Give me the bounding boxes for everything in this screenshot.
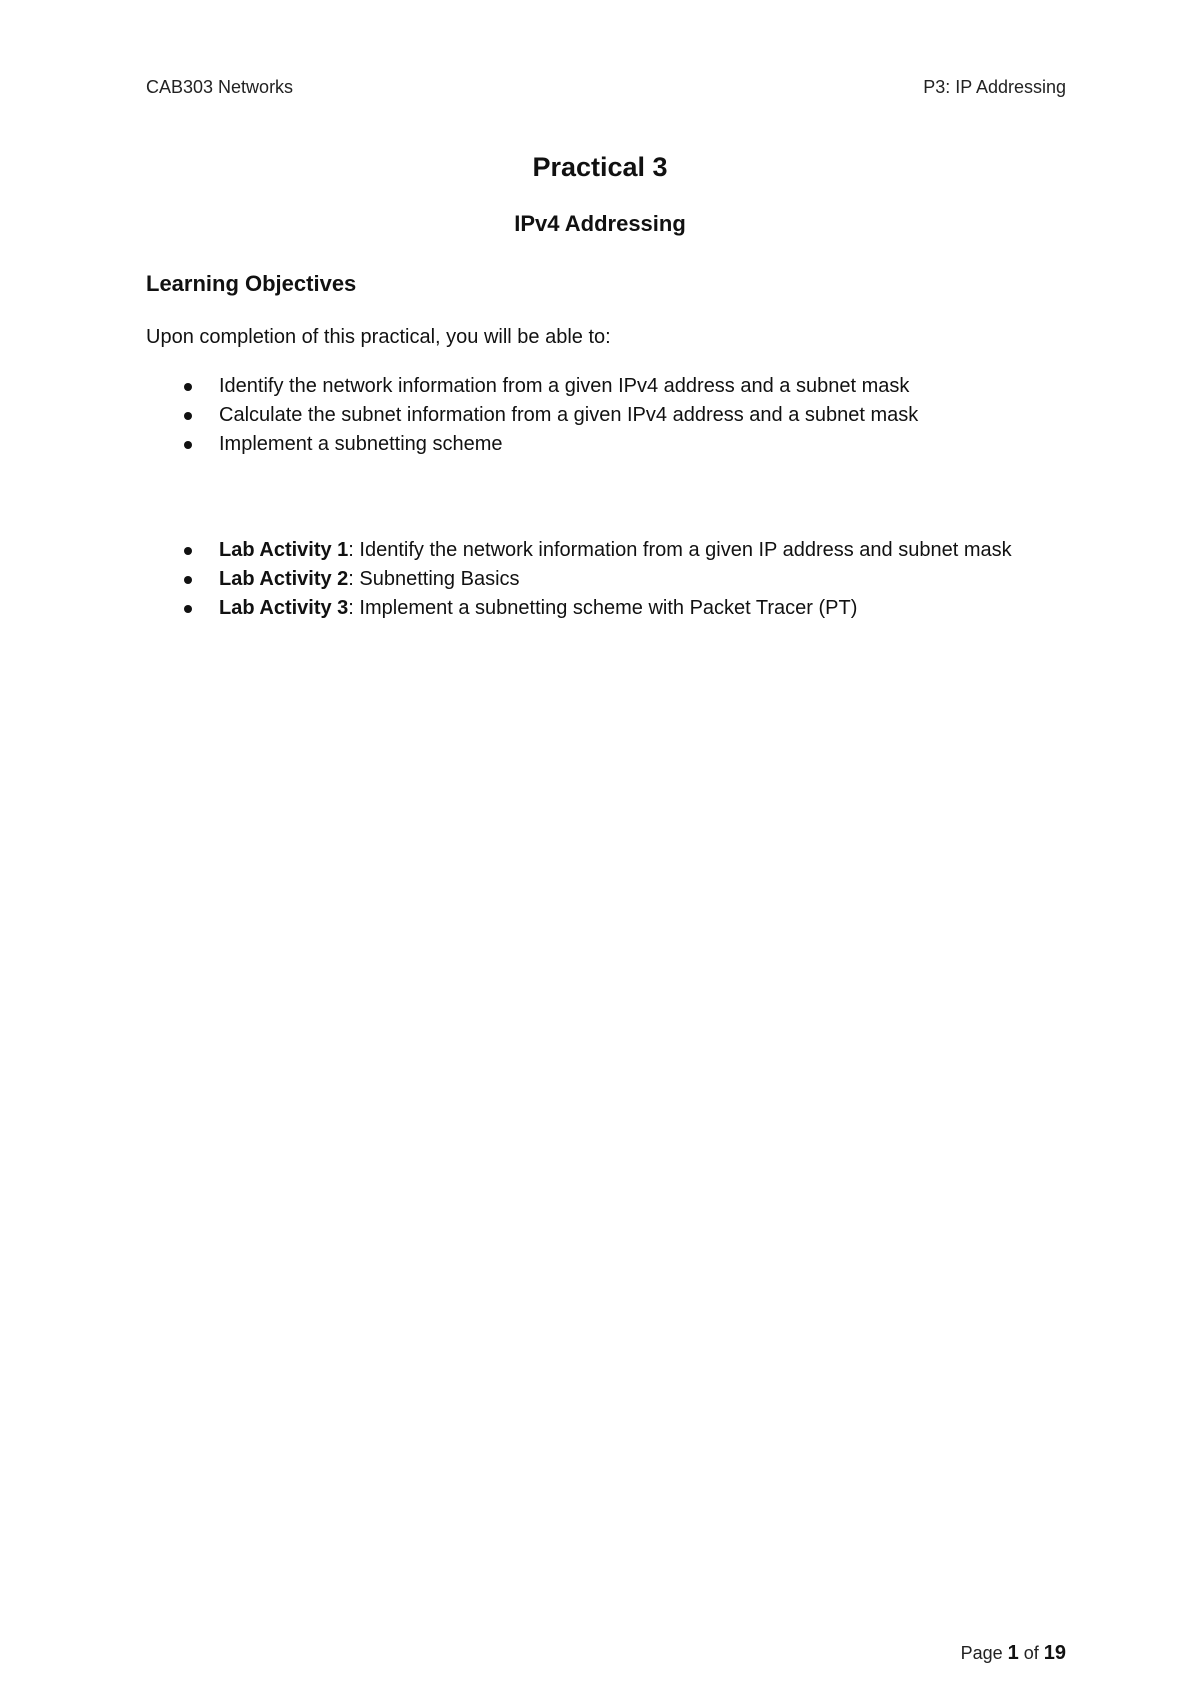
activity-label: Lab Activity 3 — [219, 597, 349, 619]
activity-text: : Identify the network information from a given IP address and subnet mask — [348, 539, 1012, 561]
activity-label: Lab Activity 1 — [219, 539, 349, 561]
activity-text: : Implement a subnetting scheme with Packet Tracer (PT) — [348, 597, 858, 619]
lab-activities-list — [0, 536, 1059, 623]
bullet-icon — [184, 441, 192, 449]
activity-text: : Subnetting Basics — [348, 568, 520, 590]
list-item — [0, 372, 1059, 401]
objective-text: Calculate the subnet information from a given IPv4 address and a subnet mask — [219, 404, 919, 426]
list-item — [0, 430, 1059, 459]
page-total: 19 — [1043, 1642, 1066, 1664]
bullet-icon — [184, 412, 192, 420]
page-number: 1 — [1007, 1642, 1019, 1664]
running-header-course: CAB303 Networks — [146, 77, 294, 97]
page-footer — [961, 1642, 1066, 1664]
objective-text: Identify the network information from a given IPv4 address and a subnet mask — [219, 375, 910, 397]
page-title: Practical 3 — [532, 152, 668, 182]
page-of: of — [1018, 1643, 1044, 1663]
list-item — [0, 401, 1059, 430]
bullet-icon — [184, 605, 192, 613]
bullet-icon — [184, 383, 192, 391]
page-subtitle: IPv4 Addressing — [514, 211, 686, 236]
learning-objectives-heading: Learning Objectives — [146, 271, 357, 296]
list-item — [0, 536, 1059, 565]
list-item — [0, 565, 1059, 594]
activity-label: Lab Activity 2 — [219, 568, 349, 590]
learning-objectives-list — [0, 372, 1059, 459]
objective-text: Implement a subnetting scheme — [219, 433, 503, 455]
page-prefix: Page — [960, 1643, 1008, 1663]
bullet-icon — [184, 547, 192, 555]
list-item — [0, 594, 1059, 623]
bullet-icon — [184, 576, 192, 584]
running-header-topic: P3: IP Addressing — [923, 77, 1066, 97]
learning-objectives-intro: Upon completion of this practical, you will be able to: — [146, 326, 611, 348]
